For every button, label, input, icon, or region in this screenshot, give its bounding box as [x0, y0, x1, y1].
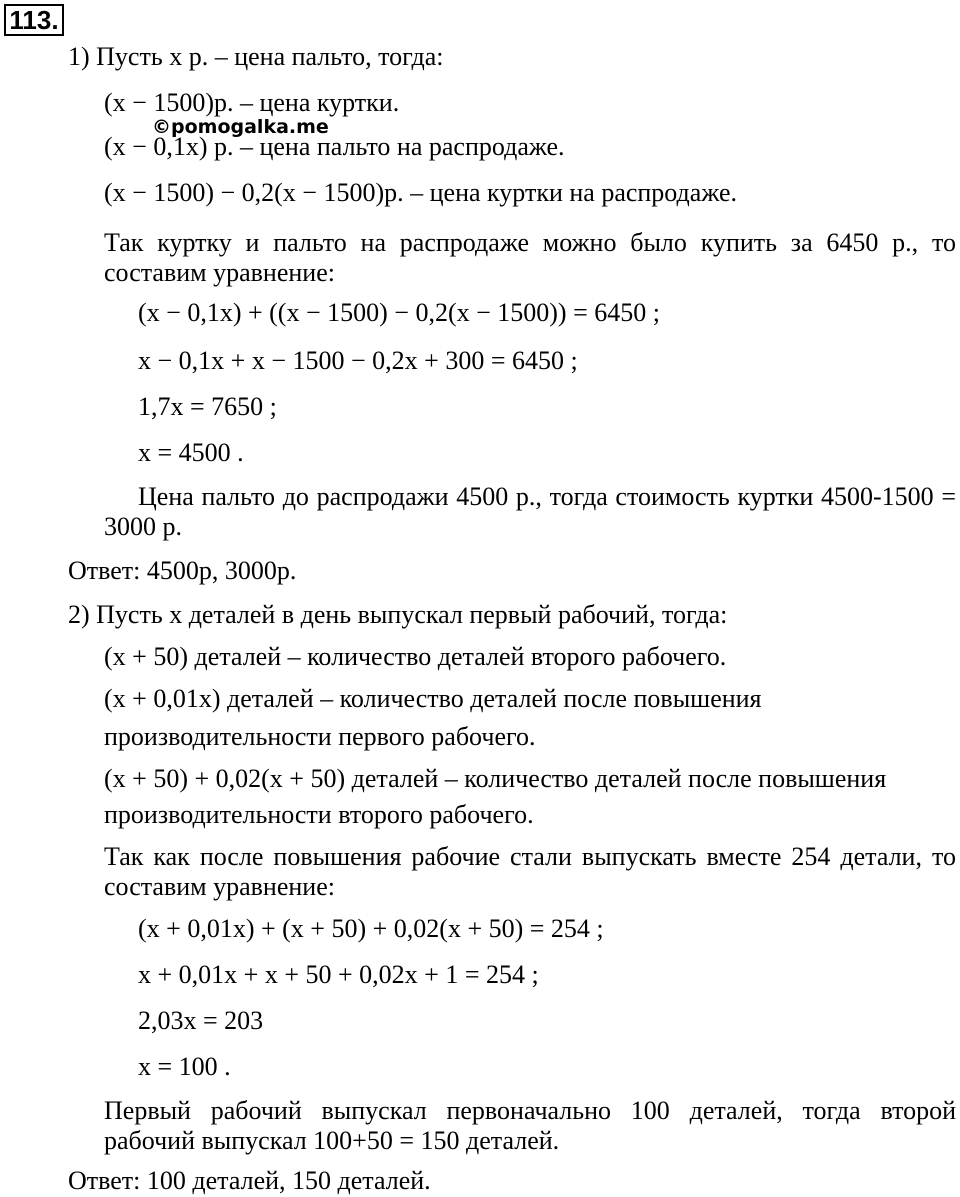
part2-equation-3: 2,03x = 203	[138, 1006, 264, 1035]
part2-first-worker-increased: (x + 0,01x) деталей – количество деталей после повышения	[104, 684, 762, 713]
part2-answer: Ответ: 100 деталей, 150 деталей.	[68, 1166, 431, 1195]
part2-second-worker-increased-cont: производительности второго рабочего.	[104, 800, 534, 829]
part2-paragraph-equation-setup: Так как после повышения рабочие стали выпускать вместе 254 детали, то составим уравнение:	[104, 842, 956, 901]
part1-equation-1: (x − 0,1x) + ((x − 1500) − 0,2(x − 1500)) = 6450 ;	[138, 298, 660, 327]
part2-second-worker: (x + 50) деталей – количество деталей второго рабочего.	[104, 642, 727, 671]
part1-jacket-sale-price: (x − 1500) − 0,2(x − 1500)р. – цена куртки на распродаже.	[104, 178, 737, 207]
part2-first-worker-increased-cont: производительности первого рабочего.	[104, 722, 536, 751]
part2-equation-4: x = 100 .	[138, 1052, 231, 1081]
part2-second-worker-increased: (x + 50) + 0,02(x + 50) деталей – количество деталей после повышения	[104, 764, 887, 793]
part1-coat-sale-price: (x − 0,1x) р. – цена пальто на распродаже.	[104, 132, 565, 161]
part1-paragraph-conclusion: Цена пальто до распродажи 4500 р., тогда стоимость куртки 4500-1500 = 3000 р.	[104, 482, 956, 541]
part1-equation-2: x − 0,1x + x − 1500 − 0,2x + 300 = 6450 ;	[138, 346, 578, 375]
part2-equation-2: x + 0,01x + x + 50 + 0,02x + 1 = 254 ;	[138, 960, 539, 989]
part1-equation-3: 1,7x = 7650 ;	[138, 392, 277, 421]
part2-paragraph-conclusion: Первый рабочий выпускал первоначально 100 деталей, тогда второй рабочий выпускал 100+50 = 150 деталей.	[104, 1096, 956, 1155]
part1-jacket-price: (x − 1500)р. – цена куртки.	[104, 88, 400, 117]
problem-number: 113.	[4, 4, 64, 36]
watermark: ©pomogalka.me	[152, 116, 329, 138]
part1-paragraph-equation-setup: Так куртку и пальто на распродаже можно было купить за 6450 р., то составим уравнение:	[104, 228, 956, 287]
part1-intro: 1) Пусть x р. – цена пальто, тогда:	[68, 42, 444, 71]
part1-answer: Ответ: 4500р, 3000р.	[68, 556, 297, 585]
part2-intro: 2) Пусть x деталей в день выпускал первый рабочий, тогда:	[68, 600, 728, 629]
part1-equation-4: x = 4500 .	[138, 438, 244, 467]
part2-equation-1: (x + 0,01x) + (x + 50) + 0,02(x + 50) = 254 ;	[138, 914, 604, 943]
